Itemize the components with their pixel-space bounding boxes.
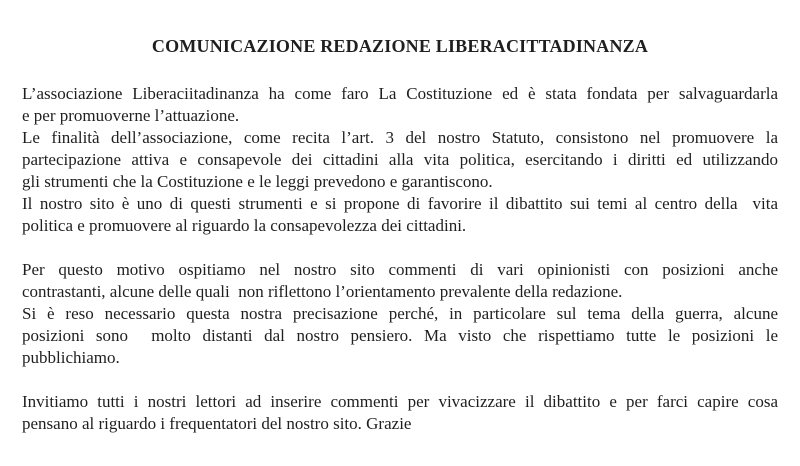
text-line: partecipazione attiva e consapevole dei cittadini alla vita politica, esercitando i diritti ed utilizzando (22, 150, 778, 169)
text-line: Le finalità dell’associazione, come recita l’art. 3 del nostro Statuto, consistono nel promuovere la (22, 128, 778, 147)
text-line: Il nostro sito è uno di questi strumenti e si propone di favorire il dibattito sui temi al centro della vita (22, 194, 778, 213)
document-body (22, 83, 778, 435)
text-line: Invitiamo tutti i nostri lettori ad inserire commenti per vivacizzare il dibattito e per farci capire cosa (22, 392, 778, 411)
text-line: L’associazione Liberaciitadinanza ha come faro La Costituzione ed è stata fondata per salvaguardarla (22, 84, 778, 103)
document-title: COMUNICAZIONE REDAZIONE LIBERACITTADINANZA (151, 36, 649, 56)
paragraph-gap (22, 369, 778, 391)
text-line: posizioni sono molto distanti dal nostro pensiero. Ma visto che rispettiamo tutte le posizioni le (22, 326, 778, 345)
text-line: Si è reso necessario questa nostra precisazione perché, in particolare sul tema della guerra, alcune (22, 304, 778, 323)
text-line: Per questo motivo ospitiamo nel nostro sito commenti di vari opinionisti con posizioni anche (22, 260, 778, 279)
paragraph-gap (22, 237, 778, 259)
text-line: pensano al riguardo i frequentatori del nostro sito. Grazie (22, 414, 412, 433)
text-line: contrastanti, alcune delle quali non riflettono l’orientamento prevalente della redazione. (22, 282, 623, 301)
text-line: e per promuoverne l’attuazione. (22, 106, 240, 125)
text-line: gli strumenti che la Costituzione e le leggi prevedono e garantiscono. (22, 172, 493, 191)
text-line: politica e promuovere al riguardo la consapevolezza dei cittadini. (22, 216, 467, 235)
text-line: pubblichiamo. (22, 348, 120, 367)
